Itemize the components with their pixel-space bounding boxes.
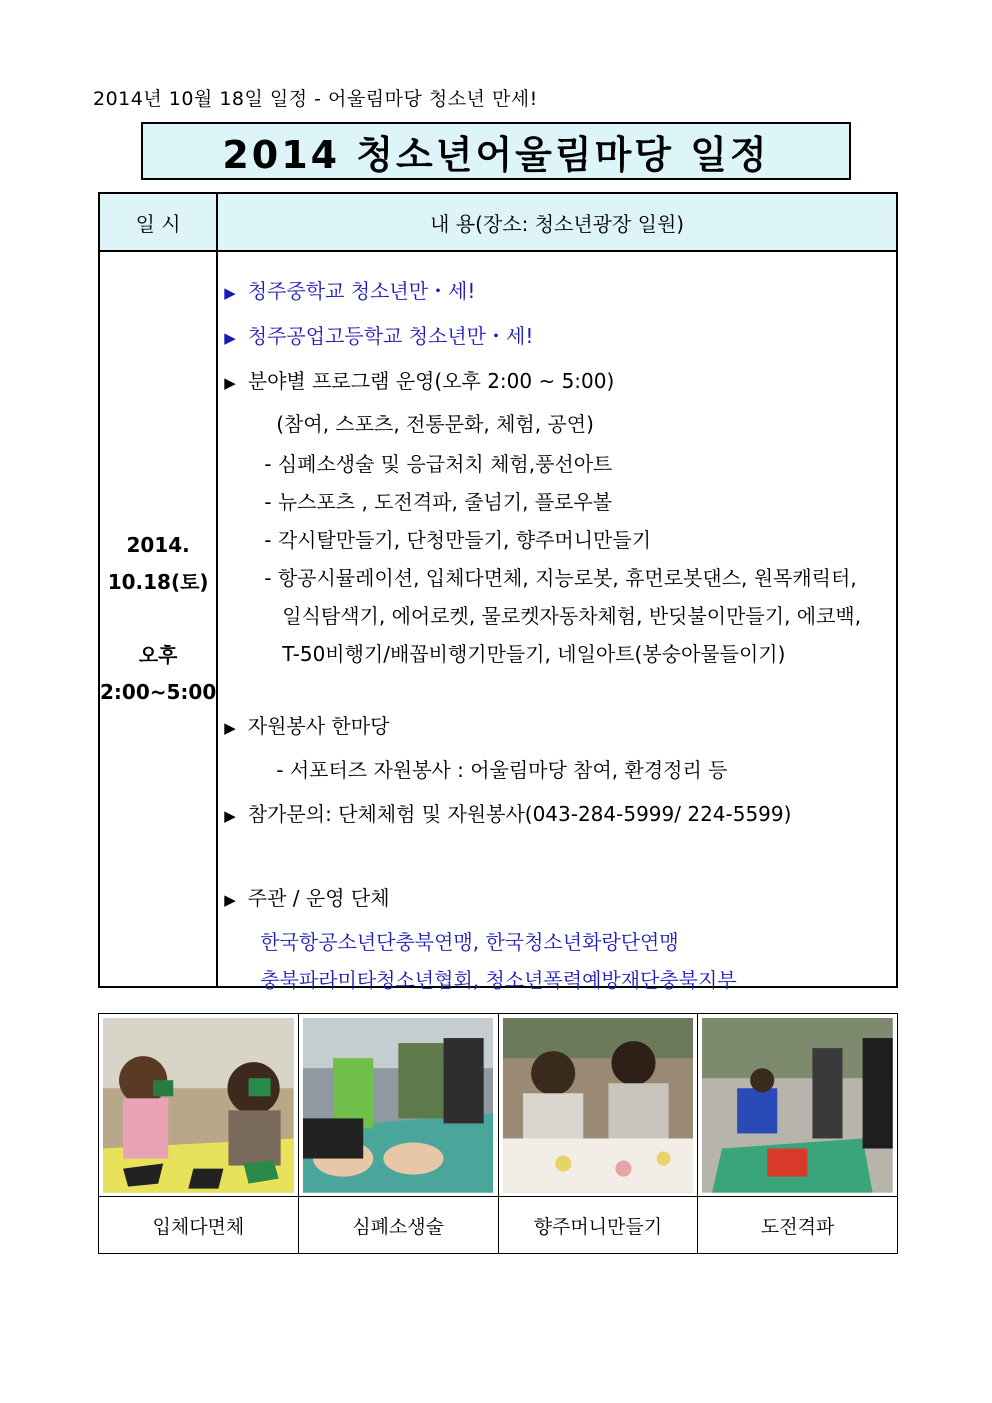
document-subtitle: 2014년 10월 18일 일정 - 어울림마당 청소년 만세! xyxy=(93,88,538,110)
table-body-row xyxy=(99,251,897,987)
bullet-icon: ▶ xyxy=(224,891,236,909)
caption-board-breaking: 도전격파 xyxy=(698,1197,898,1254)
list-item: 일식탐색기, 에어로켓, 물로켓자동차체험, 반딧불이만들기, 에코백, xyxy=(282,604,862,628)
title-box xyxy=(141,122,851,180)
list-item: ▶ 청주중학교 청소년만・세! xyxy=(224,279,476,303)
list-item: ▶ 자원봉사 한마당 xyxy=(224,714,390,738)
bullet-icon: ▶ xyxy=(224,719,236,737)
document-title: 2014 청소년어울림마당 일정 xyxy=(222,132,770,177)
caption-row xyxy=(99,1197,898,1254)
photo-image xyxy=(303,1018,494,1193)
date-day: 10.18(토) xyxy=(107,570,209,594)
date-year: 2014. xyxy=(126,533,190,557)
time-label: 오후 xyxy=(138,643,178,667)
photo-cpr xyxy=(298,1014,498,1197)
photo-image xyxy=(503,1018,694,1193)
list-item: ▶ 분야별 프로그램 운영(오후 2:00 ~ 5:00) xyxy=(224,369,615,393)
photo-polyhedron xyxy=(99,1014,299,1197)
list-item: (참여, 스포츠, 전통문화, 체험, 공연) xyxy=(276,412,594,436)
caption-scent-pouch: 향주머니만들기 xyxy=(498,1197,698,1254)
list-item: T-50비행기/배꼽비행기만들기, 네일아트(봉숭아물들이기) xyxy=(282,642,786,666)
caption-polyhedron: 입체다면체 xyxy=(99,1197,299,1254)
list-item: ▶ 청주공업고등학교 청소년만・세! xyxy=(224,324,534,348)
list-item: 충북파라미타청소년협회, 청소년폭력예방재단충북지부 xyxy=(260,968,737,992)
table-header-row xyxy=(99,193,897,251)
date-cell xyxy=(99,251,217,987)
caption-cpr: 심폐소생술 xyxy=(298,1197,498,1254)
list-item: ▶ 주관 / 운영 단체 xyxy=(224,886,390,910)
photo-image xyxy=(103,1018,294,1193)
list-item: - 각시탈만들기, 단청만들기, 향주머니만들기 xyxy=(264,528,652,552)
photo-table xyxy=(98,1013,898,1254)
list-item: - 심폐소생술 및 응급처치 체험,풍선아트 xyxy=(264,452,613,476)
bullet-icon: ▶ xyxy=(224,284,236,302)
bullet-icon: ▶ xyxy=(224,329,236,347)
schedule-table xyxy=(98,192,898,992)
list-item: - 항공시뮬레이션, 입체다면체, 지능로봇, 휴먼로봇댄스, 원목캐릭터, xyxy=(264,566,857,590)
time-range: 2:00~5:00 xyxy=(100,680,217,704)
content-cell xyxy=(217,251,897,992)
list-item: - 뉴스포츠 , 도전격파, 줄넘기, 플로우볼 xyxy=(264,490,613,514)
photo-board-breaking xyxy=(698,1014,898,1197)
list-item: 한국항공소년단충북연맹, 한국청소년화랑단연맹 xyxy=(260,930,679,954)
photo-row xyxy=(99,1014,898,1197)
bullet-icon: ▶ xyxy=(224,807,236,825)
header-date-cell: 일 시 xyxy=(99,193,217,251)
list-item: - 서포터즈 자원봉사 : 어울림마당 참여, 환경정리 등 xyxy=(276,758,728,782)
list-item: ▶ 참가문의: 단체체험 및 자원봉사(043-284-5999/ 224-5599) xyxy=(224,802,792,826)
bullet-icon: ▶ xyxy=(224,374,236,392)
photo-image xyxy=(702,1018,893,1193)
photo-scent-pouch xyxy=(498,1014,698,1197)
header-content-cell: 내 용(장소: 청소년광장 일원) xyxy=(217,193,897,251)
